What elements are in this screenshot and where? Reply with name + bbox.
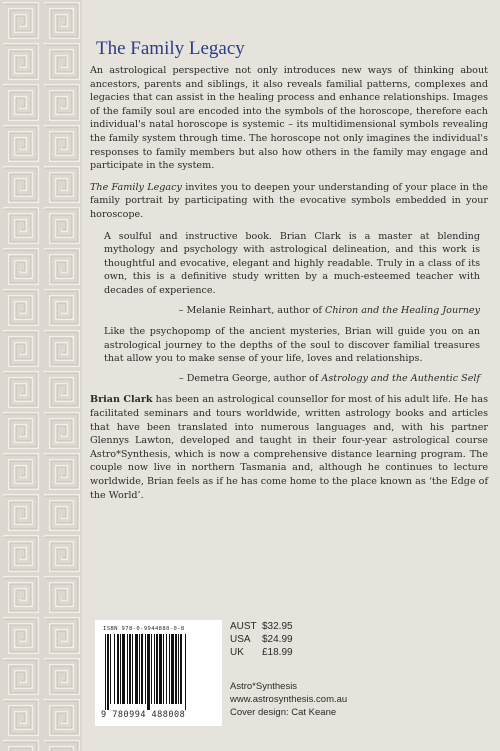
- price-amount: $24.99: [262, 634, 293, 645]
- greek-key-border: [0, 0, 82, 751]
- barcode-icon: [105, 634, 213, 710]
- barcode-box: [95, 620, 222, 726]
- endorsement-quote-2: Like the psychopomp of the ancient mysteries, Brian will guide you on an astrological journey to the depths of the soul to discover familial treasures that allow you to make sense of your life, loves and relationships.: [104, 326, 480, 365]
- invite-book-title: The Family Legacy: [90, 181, 182, 193]
- price-list: [230, 620, 293, 659]
- price-currency: USA: [230, 634, 251, 645]
- attribution-2-prefix: – Demetra George, author of: [178, 372, 322, 384]
- endorsement-attribution-2: [90, 372, 480, 386]
- attribution-2-book: Astrology and the Authentic Self: [321, 372, 480, 384]
- back-cover-text: [90, 18, 488, 502]
- price-amount: £18.99: [262, 647, 293, 658]
- invite-paragraph: [90, 181, 488, 222]
- price-row: [230, 646, 293, 659]
- price-currency: UK: [230, 647, 244, 658]
- attribution-1-book: Chiron and the Healing Journey: [325, 304, 480, 316]
- book-title: The Family Legacy: [96, 38, 245, 59]
- greek-key-pattern: [0, 0, 82, 751]
- price-amount: $32.95: [262, 621, 293, 632]
- price-row: [230, 620, 293, 633]
- price-row: [230, 633, 293, 646]
- publisher-name: Astro*Synthesis: [230, 681, 298, 692]
- isbn-label: ISBN 978-0-9944880-0-8: [103, 626, 185, 632]
- publisher-info: [230, 680, 347, 719]
- price-currency: AUST: [230, 621, 257, 632]
- intro-paragraph: An astrological perspective not only introduces new ways of thinking about ancestors, parents and siblings, it also reveals familial patterns, complexes and legacies that can assist in the healing process and enhance relationships. Images of the family soul are encoded into the symbols of the horoscope, therefore each individual's natal horoscope is systemic – its multidimensional symbols revealing the family system through time. The horoscope not only imagines the individual's responses to family members but also how others in the family may engage and participate in the system.: [90, 65, 488, 172]
- author-bio: [90, 393, 488, 502]
- publisher-website: www.astrosynthesis.com.au: [230, 694, 348, 705]
- endorsement-quote-1: A soulful and instructive book. Brian Clark is a master at blending mythology and psychology with astrological delineation, and this work is thoughtful and evocative, elegant and highly readable. Truly in a class of its own, this is a definitive study written by a much-esteemed teacher with decades of experience.: [104, 230, 480, 296]
- cover-footer: [95, 620, 490, 742]
- invite-text: invites you to deepen your understanding of your place in the family portrait by participating with the evocative symbols embedded in your horoscope.: [90, 181, 488, 220]
- cover-design-credit: Cover design: Cat Keane: [230, 707, 337, 718]
- author-bio-text: has been an astrological counsellor for most of his adult life. He has facilitated seminars and tours worldwide, written astrology books and articles that have been translated into numerous languages and, with his partner Glennys Lawton, developed and taught in their four-year astrological course Astro*Synthesis, which is now a comprehensive distance learning program. The couple now live in northern Tasmania and, although he continues to lecture worldwide, Brian feels as if he has come home to the place known as ‘the Edge of the World’.: [90, 394, 488, 501]
- attribution-1-prefix: – Melanie Reinhart, author of: [178, 304, 326, 316]
- endorsement-attribution-1: [90, 304, 480, 318]
- barcode-number: 9 780994 488008: [101, 710, 186, 720]
- author-name: Brian Clark: [90, 394, 153, 406]
